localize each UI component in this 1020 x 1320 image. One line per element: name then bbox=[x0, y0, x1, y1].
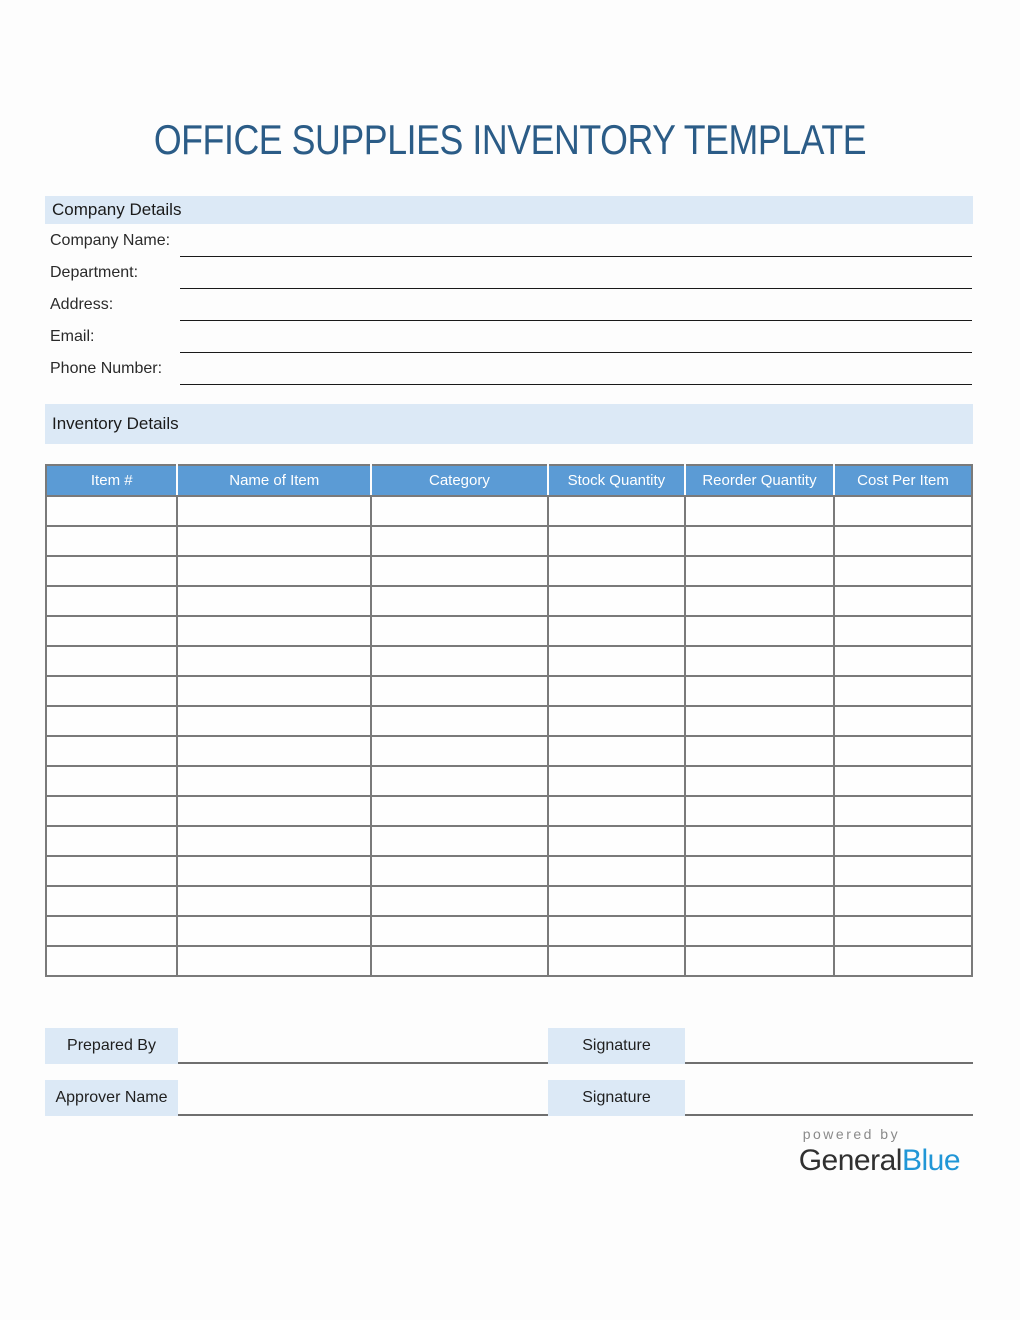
table-row bbox=[46, 826, 972, 856]
table-cell[interactable] bbox=[685, 706, 834, 736]
field-row-phone-number bbox=[45, 353, 973, 385]
table-row bbox=[46, 766, 972, 796]
approver-signature-field[interactable] bbox=[685, 1114, 973, 1116]
table-cell[interactable] bbox=[371, 616, 548, 646]
table-cell[interactable] bbox=[834, 886, 972, 916]
table-cell[interactable] bbox=[834, 856, 972, 886]
table-cell[interactable] bbox=[371, 886, 548, 916]
table-cell[interactable] bbox=[834, 556, 972, 586]
table-cell[interactable] bbox=[834, 796, 972, 826]
table-cell[interactable] bbox=[834, 826, 972, 856]
section-header-company-details bbox=[45, 196, 973, 224]
table-cell[interactable] bbox=[548, 766, 685, 796]
table-cell[interactable] bbox=[834, 676, 972, 706]
field-row-company-name bbox=[45, 225, 973, 257]
table-cell[interactable] bbox=[46, 496, 177, 526]
table-cell[interactable] bbox=[685, 766, 834, 796]
table-cell[interactable] bbox=[46, 736, 177, 766]
table-row bbox=[46, 796, 972, 826]
table-cell[interactable] bbox=[834, 946, 972, 976]
table-cell[interactable] bbox=[548, 826, 685, 856]
table-cell[interactable] bbox=[177, 796, 371, 826]
table-row bbox=[46, 916, 972, 946]
table-cell[interactable] bbox=[46, 676, 177, 706]
table-cell[interactable] bbox=[177, 616, 371, 646]
table-cell[interactable] bbox=[548, 556, 685, 586]
phone-number-field[interactable] bbox=[180, 384, 972, 385]
table-cell[interactable] bbox=[177, 676, 371, 706]
table-cell[interactable] bbox=[371, 766, 548, 796]
table-cell[interactable] bbox=[834, 736, 972, 766]
table-cell[interactable] bbox=[685, 916, 834, 946]
table-cell[interactable] bbox=[177, 496, 371, 526]
table-row bbox=[46, 706, 972, 736]
table-cell[interactable] bbox=[685, 676, 834, 706]
approver-row bbox=[45, 1080, 973, 1116]
page-title: OFFICE SUPPLIES INVENTORY TEMPLATE bbox=[153, 116, 867, 163]
table-cell[interactable] bbox=[46, 526, 177, 556]
table-cell[interactable] bbox=[371, 796, 548, 826]
column-header-reorder-quantity: Reorder Quantity bbox=[685, 465, 834, 496]
brand-blue: Blue bbox=[901, 1144, 960, 1177]
column-header-category: Category bbox=[371, 465, 548, 496]
table-cell[interactable] bbox=[548, 796, 685, 826]
table-cell[interactable] bbox=[177, 556, 371, 586]
table-cell[interactable] bbox=[46, 616, 177, 646]
table-cell[interactable] bbox=[371, 706, 548, 736]
table-cell[interactable] bbox=[685, 736, 834, 766]
powered-by-text: powered by bbox=[802, 1126, 901, 1142]
table-cell[interactable] bbox=[371, 586, 548, 616]
table-cell[interactable] bbox=[177, 766, 371, 796]
email-label: Email: bbox=[50, 328, 95, 345]
section-title: Inventory Details bbox=[52, 414, 179, 433]
table-cell[interactable] bbox=[548, 496, 685, 526]
inventory-table bbox=[45, 464, 973, 977]
prepared-by-field[interactable] bbox=[178, 1062, 548, 1064]
section-title: Company Details bbox=[52, 200, 182, 219]
table-cell[interactable] bbox=[685, 496, 834, 526]
table-row bbox=[46, 736, 972, 766]
department-label: Department: bbox=[50, 264, 139, 281]
approver-name-field[interactable] bbox=[178, 1114, 548, 1116]
table-cell[interactable] bbox=[177, 526, 371, 556]
table-row bbox=[46, 946, 972, 976]
field-row-address bbox=[45, 289, 973, 321]
table-cell[interactable] bbox=[371, 526, 548, 556]
table-cell[interactable] bbox=[177, 646, 371, 676]
table-cell[interactable] bbox=[177, 856, 371, 886]
table-cell[interactable] bbox=[685, 946, 834, 976]
company-details-fields bbox=[45, 225, 973, 385]
prepared-by-row bbox=[45, 1028, 973, 1064]
table-cell[interactable] bbox=[834, 706, 972, 736]
table-cell[interactable] bbox=[371, 916, 548, 946]
table-cell[interactable] bbox=[685, 796, 834, 826]
table-row bbox=[46, 886, 972, 916]
column-header-cost-per-item: Cost Per Item bbox=[834, 465, 972, 496]
table-cell[interactable] bbox=[46, 856, 177, 886]
table-cell[interactable] bbox=[548, 526, 685, 556]
table-cell[interactable] bbox=[177, 586, 371, 616]
table-row bbox=[46, 646, 972, 676]
table-cell[interactable] bbox=[371, 646, 548, 676]
table-row bbox=[46, 616, 972, 646]
table-cell[interactable] bbox=[177, 916, 371, 946]
table-cell[interactable] bbox=[177, 886, 371, 916]
approver-name-label: Approver Name bbox=[45, 1080, 178, 1116]
table-cell[interactable] bbox=[46, 826, 177, 856]
column-header-item-number: Item # bbox=[46, 465, 177, 496]
table-cell[interactable] bbox=[548, 736, 685, 766]
table-cell[interactable] bbox=[834, 646, 972, 676]
table-cell[interactable] bbox=[548, 856, 685, 886]
table-cell[interactable] bbox=[46, 556, 177, 586]
company-name-label: Company Name: bbox=[50, 232, 171, 249]
table-cell[interactable] bbox=[46, 946, 177, 976]
table-row bbox=[46, 586, 972, 616]
table-row bbox=[46, 556, 972, 586]
brand-wordmark bbox=[799, 1144, 960, 1178]
inventory-table-header-row bbox=[46, 465, 972, 496]
table-cell[interactable] bbox=[177, 706, 371, 736]
field-row-department bbox=[45, 257, 973, 289]
table-cell[interactable] bbox=[46, 916, 177, 946]
prepared-by-label: Prepared By bbox=[45, 1028, 178, 1064]
table-cell[interactable] bbox=[834, 586, 972, 616]
column-header-stock-quantity: Stock Quantity bbox=[548, 465, 685, 496]
table-cell[interactable] bbox=[548, 646, 685, 676]
table-cell[interactable] bbox=[371, 736, 548, 766]
table-row bbox=[46, 526, 972, 556]
approver-signature-label: Signature bbox=[548, 1080, 685, 1116]
table-cell[interactable] bbox=[371, 826, 548, 856]
column-header-name-of-item: Name of Item bbox=[177, 465, 371, 496]
table-cell[interactable] bbox=[834, 916, 972, 946]
table-cell[interactable] bbox=[685, 826, 834, 856]
table-cell[interactable] bbox=[685, 526, 834, 556]
table-cell[interactable] bbox=[548, 676, 685, 706]
prepared-by-signature-label: Signature bbox=[548, 1028, 685, 1064]
address-label: Address: bbox=[50, 296, 114, 313]
table-cell[interactable] bbox=[46, 646, 177, 676]
table-cell[interactable] bbox=[834, 616, 972, 646]
table-cell[interactable] bbox=[548, 706, 685, 736]
table-cell[interactable] bbox=[685, 616, 834, 646]
table-cell[interactable] bbox=[371, 946, 548, 976]
table-cell[interactable] bbox=[834, 766, 972, 796]
table-cell[interactable] bbox=[548, 586, 685, 616]
table-cell[interactable] bbox=[548, 616, 685, 646]
table-cell[interactable] bbox=[548, 886, 685, 916]
table-cell[interactable] bbox=[685, 856, 834, 886]
field-row-email bbox=[45, 321, 973, 353]
table-row bbox=[46, 856, 972, 886]
table-cell[interactable] bbox=[685, 586, 834, 616]
table-cell[interactable] bbox=[548, 916, 685, 946]
table-cell[interactable] bbox=[177, 736, 371, 766]
table-cell[interactable] bbox=[834, 496, 972, 526]
section-header-inventory-details bbox=[45, 404, 973, 444]
table-row bbox=[46, 676, 972, 706]
table-cell[interactable] bbox=[371, 556, 548, 586]
table-cell[interactable] bbox=[685, 886, 834, 916]
table-cell[interactable] bbox=[548, 946, 685, 976]
prepared-by-signature-field[interactable] bbox=[685, 1062, 973, 1064]
table-cell[interactable] bbox=[371, 496, 548, 526]
table-row bbox=[46, 496, 972, 526]
table-cell[interactable] bbox=[46, 886, 177, 916]
table-cell[interactable] bbox=[177, 946, 371, 976]
table-cell[interactable] bbox=[371, 856, 548, 886]
table-cell[interactable] bbox=[685, 556, 834, 586]
brand-general: General bbox=[798, 1144, 902, 1177]
table-cell[interactable] bbox=[46, 586, 177, 616]
phone-number-label: Phone Number: bbox=[50, 360, 163, 377]
table-cell[interactable] bbox=[177, 826, 371, 856]
general-blue-logo bbox=[799, 1126, 960, 1178]
table-cell[interactable] bbox=[834, 526, 972, 556]
table-cell[interactable] bbox=[371, 676, 548, 706]
table-cell[interactable] bbox=[685, 646, 834, 676]
table-cell[interactable] bbox=[46, 706, 177, 736]
table-cell[interactable] bbox=[46, 766, 177, 796]
table-cell[interactable] bbox=[46, 796, 177, 826]
